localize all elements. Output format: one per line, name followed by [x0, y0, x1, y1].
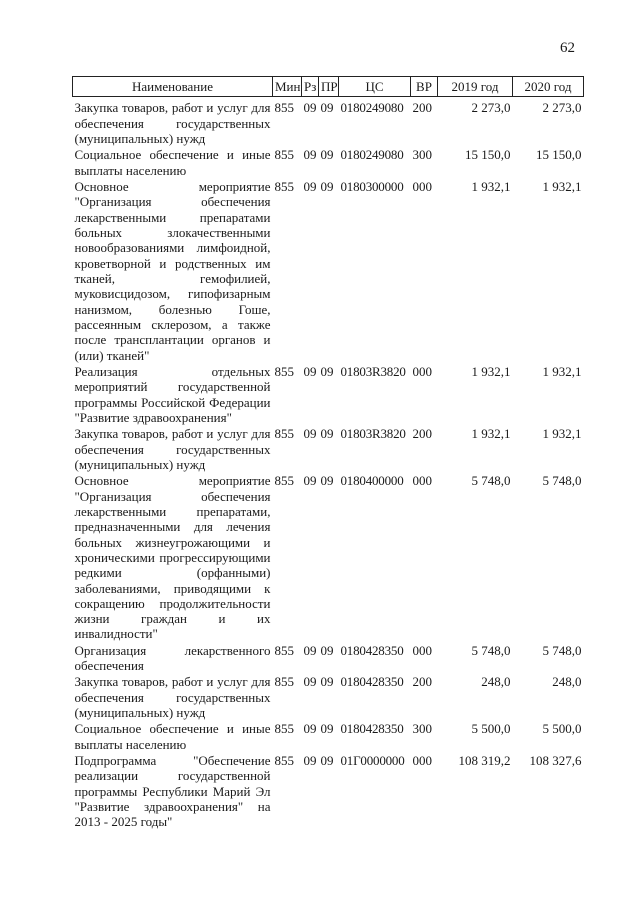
row-min: 855 — [274, 753, 294, 769]
row-min: 855 — [274, 100, 294, 116]
row-rz: 09 — [303, 147, 317, 163]
header-pr: ПР — [319, 77, 339, 97]
row-min: 855 — [274, 147, 294, 163]
row-amount-2019: 5 500,0 — [471, 721, 511, 737]
row-amount-2020: 248,0 — [552, 674, 582, 690]
header-2019: 2019 год — [438, 77, 513, 97]
page-number: 62 — [560, 40, 575, 56]
table-body — [73, 99, 584, 829]
row-amount-2020: 5 500,0 — [542, 721, 582, 737]
row-amount-2020: 5 748,0 — [542, 642, 582, 658]
row-pr: 09 — [320, 363, 334, 379]
row-cs: 01Г0000000 — [340, 753, 405, 769]
table-row — [73, 146, 584, 178]
table-row — [73, 720, 584, 752]
table-row — [73, 178, 584, 363]
row-min: 855 — [274, 363, 294, 379]
row-vr: 000 — [412, 753, 432, 769]
table-row — [73, 642, 584, 674]
table-row — [73, 472, 584, 642]
row-cs: 0180249080 — [340, 100, 404, 116]
row-rz: 09 — [303, 721, 317, 737]
row-amount-2019: 1 932,1 — [471, 178, 511, 194]
row-rz: 09 — [303, 100, 317, 116]
row-pr: 09 — [320, 674, 334, 690]
table-row — [73, 673, 584, 720]
row-name: Закупка товаров, работ и услуг для обеспечения государственных (муниципальных) нужд — [74, 100, 271, 146]
row-cs: 0180300000 — [340, 178, 404, 194]
row-cs: 0180249080 — [340, 147, 404, 163]
row-amount-2019: 15 150,0 — [465, 147, 511, 163]
header-vr: ВР — [411, 77, 438, 97]
row-rz: 09 — [303, 473, 317, 489]
row-amount-2020: 1 932,1 — [542, 178, 582, 194]
row-cs: 01803R3820 — [340, 426, 406, 442]
row-rz: 09 — [303, 753, 317, 769]
row-amount-2019: 5 748,0 — [471, 642, 511, 658]
row-vr: 200 — [412, 100, 432, 116]
row-amount-2020: 15 150,0 — [536, 147, 582, 163]
row-rz: 09 — [303, 426, 317, 442]
row-name: Реализация отдельных мероприятий государственной программы Российской Федерации "Развитие здравоохранения" — [74, 363, 271, 425]
row-cs: 0180400000 — [340, 473, 404, 489]
row-cs: 01803R3820 — [340, 363, 406, 379]
table-row — [73, 425, 584, 472]
row-vr: 300 — [412, 147, 432, 163]
row-name: Подпрограмма "Обеспечение реализации государственной программы Республики Марий Эл "Развитие здравоохранения" на 2013 - 2025 годы" — [74, 753, 271, 830]
row-vr: 000 — [412, 473, 432, 489]
row-min: 855 — [274, 721, 294, 737]
table-header-row — [73, 77, 584, 97]
row-rz: 09 — [303, 363, 317, 379]
row-pr: 09 — [320, 642, 334, 658]
row-name: Закупка товаров, работ и услуг для обеспечения государственных (муниципальных) нужд — [74, 426, 271, 472]
row-cs: 0180428350 — [340, 721, 404, 737]
row-amount-2020: 108 327,6 — [529, 753, 582, 769]
row-min: 855 — [274, 473, 294, 489]
row-name: Основное мероприятие "Организация обеспечения лекарственными препаратами, предназначенными для лечения больных жизнеугрожающими и хроническими прогрессирующими редкими (орфанными) заболеваниями, приводящими к сокращению продолжительности жизни граждан и их инвалидности" — [74, 473, 271, 642]
row-amount-2019: 2 273,0 — [471, 100, 511, 116]
row-cs: 0180428350 — [340, 674, 404, 690]
row-amount-2020: 1 932,1 — [542, 363, 582, 379]
row-pr: 09 — [320, 473, 334, 489]
row-vr: 200 — [412, 674, 432, 690]
row-pr: 09 — [320, 147, 334, 163]
header-2020: 2020 год — [513, 77, 584, 97]
row-amount-2020: 2 273,0 — [542, 100, 582, 116]
row-rz: 09 — [303, 178, 317, 194]
row-rz: 09 — [303, 674, 317, 690]
row-vr: 000 — [412, 642, 432, 658]
row-pr: 09 — [320, 426, 334, 442]
row-min: 855 — [274, 178, 294, 194]
row-min: 855 — [274, 426, 294, 442]
row-amount-2019: 5 748,0 — [471, 473, 511, 489]
row-pr: 09 — [320, 753, 334, 769]
row-name: Основное мероприятие "Организация обеспечения лекарственными препаратами больных злокачественными новообразованиями лимфоидной, кроветворной и родственных им тканей, гемофилией, муковисцидозом, гипофизарным нанизмом, болезнью Гоше, рассеянным склерозом, а также после трансплантации органов и (или) тканей" — [74, 178, 271, 363]
table-row — [73, 363, 584, 425]
row-cs: 0180428350 — [340, 642, 404, 658]
row-vr: 300 — [412, 721, 432, 737]
row-pr: 09 — [320, 721, 334, 737]
row-name: Закупка товаров, работ и услуг для обеспечения государственных (муниципальных) нужд — [74, 674, 271, 721]
table-row — [73, 99, 584, 146]
header-cs: ЦС — [339, 77, 411, 97]
row-name: Социальное обеспечение и иные выплаты населению — [74, 147, 271, 178]
table-row — [73, 752, 584, 830]
row-amount-2019: 1 932,1 — [471, 426, 511, 442]
row-name: Социальное обеспечение и иные выплаты населению — [74, 721, 271, 752]
row-vr: 200 — [412, 426, 432, 442]
row-min: 855 — [274, 642, 294, 658]
row-amount-2020: 5 748,0 — [542, 473, 582, 489]
row-vr: 000 — [412, 363, 432, 379]
header-rz: Рз — [302, 77, 319, 97]
row-amount-2019: 1 932,1 — [471, 363, 511, 379]
row-vr: 000 — [412, 178, 432, 194]
row-min: 855 — [274, 674, 294, 690]
row-rz: 09 — [303, 642, 317, 658]
row-amount-2020: 1 932,1 — [542, 426, 582, 442]
row-amount-2019: 108 319,2 — [458, 753, 511, 769]
row-pr: 09 — [320, 178, 334, 194]
header-name: Наименование — [73, 77, 273, 97]
header-min: Мин — [273, 77, 302, 97]
row-name: Организация лекарственного обеспечения — [74, 642, 271, 674]
row-pr: 09 — [320, 100, 334, 116]
budget-table — [72, 76, 584, 830]
row-amount-2019: 248,0 — [481, 674, 511, 690]
